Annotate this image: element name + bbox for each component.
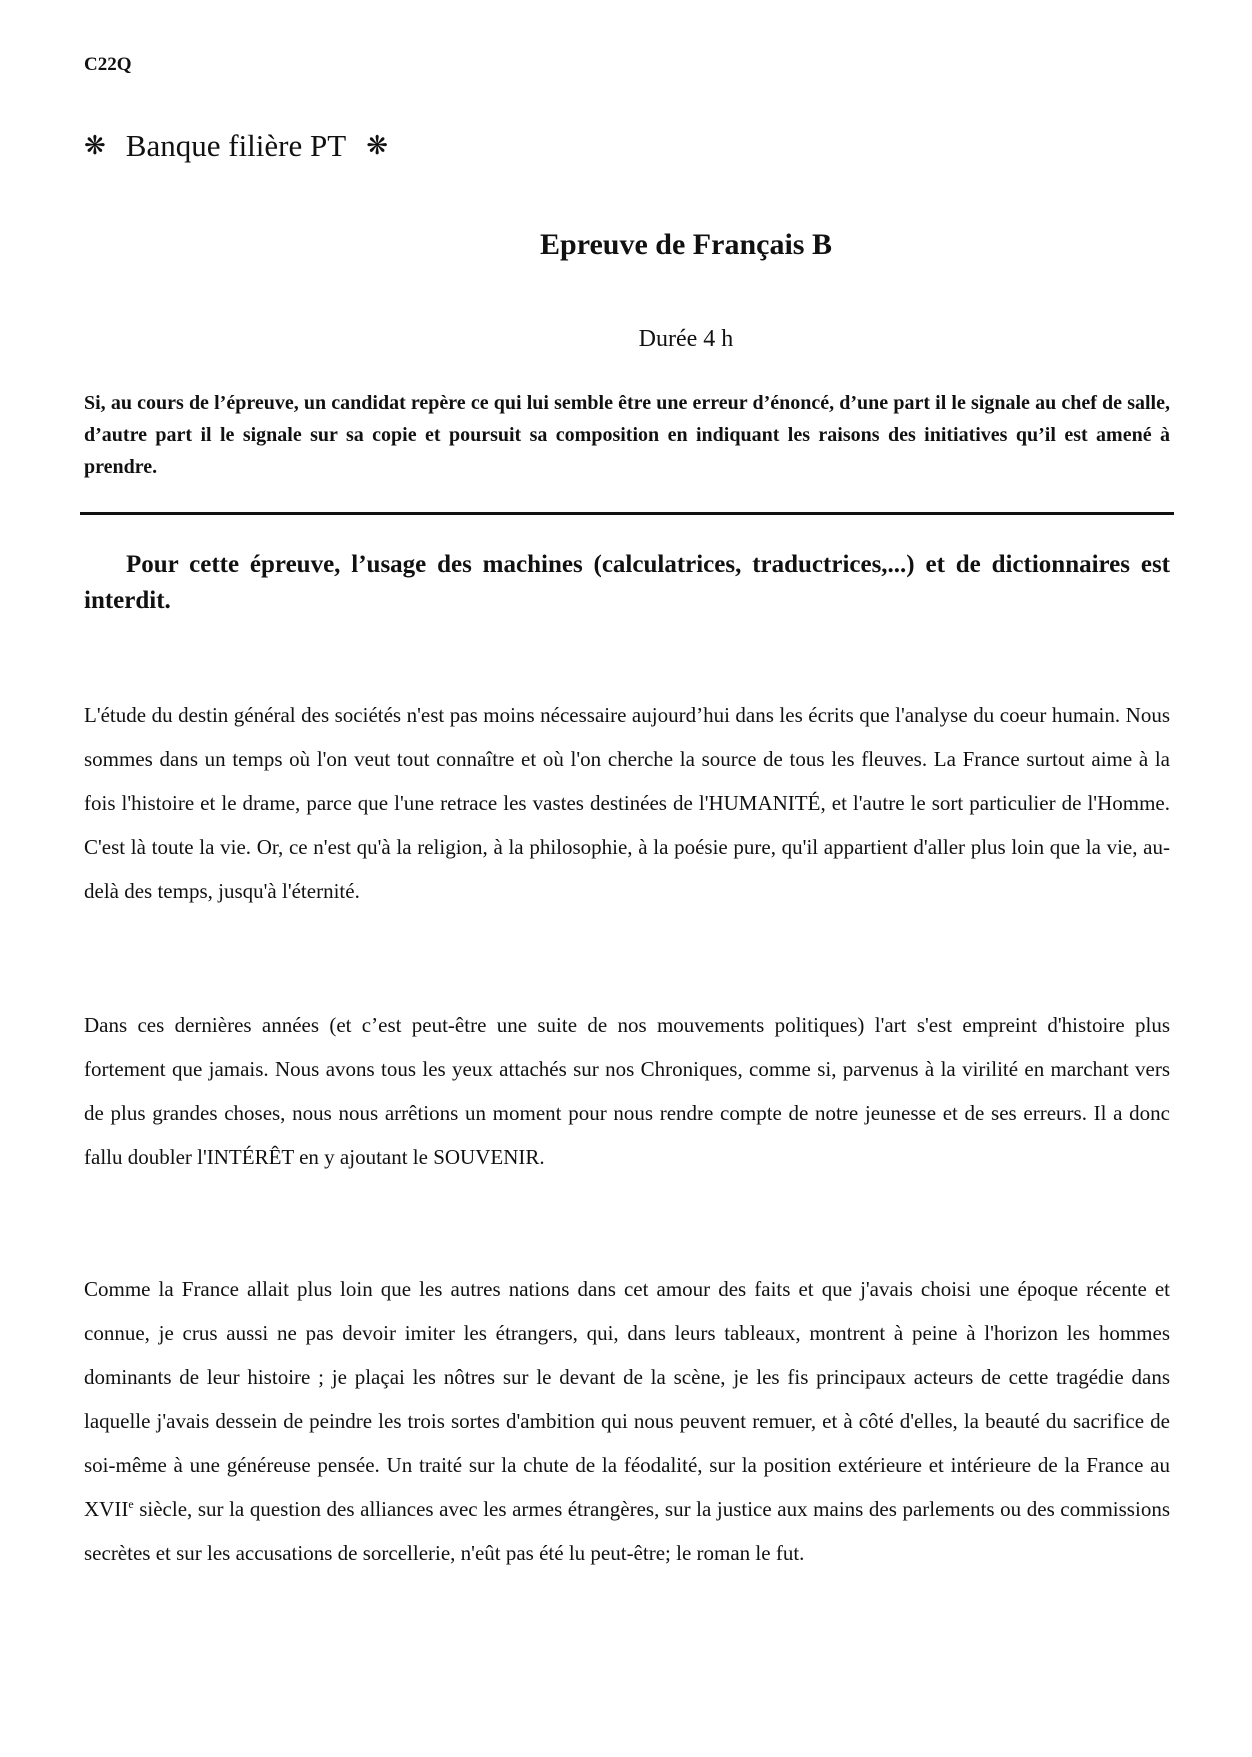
divider (80, 512, 1174, 515)
exam-duration: Durée 4 h (638, 326, 734, 352)
banque-label: Banque filière PT (125, 128, 347, 163)
paragraph-3-part-2: siècle, sur la question des alliances avec les armes étrangères, sur la justice aux mains des parlements ou des commissions secrètes et sur les accusations de sorcellerie, n'eût pas été lu peut-être; le roman le fut. (84, 1497, 1170, 1565)
snowflake-ornament-icon: ❋ (366, 131, 388, 161)
text-paragraph-3 (84, 1267, 1170, 1575)
text-paragraph-2: Dans ces dernières années (et c’est peut-être une suite de nos mouvements politiques) l'art s'est empreint d'histoire plus fortement que jamais. Nous avons tous les yeux attachés sur nos Chroniques, comme si, parvenus à la virilité en marchant vers de plus grandes choses, nous nous arrêtions un moment pour nous rendre compte de notre jeunesse et de ses erreurs. Il a donc fallu doubler l'INTÉRÊT en y ajoutant le SOUVENIR. (84, 1013, 1170, 1169)
text-paragraph-1: L'étude du destin général des sociétés n'est pas moins nécessaire aujourd’hui dans les écrits que l'analyse du coeur humain. Nous sommes dans un temps où l'on veut tout connaître et où l'on cherche la source de tous les fleuves. La France surtout aime à la fois l'histoire et le drame, parce que l'une retrace les vastes destinées de l'HUMANITÉ, et l'autre le sort particulier de l'Homme. C'est là toute la vie. Or, ce n'est qu'à la religion, à la philosophie, à la poésie pure, qu'il appartient d'aller plus loin que la vie, au-delà des temps, jusqu'à l'éternité. (84, 703, 1170, 903)
calculator-notice: Pour cette épreuve, l’usage des machines (calculatrices, traductrices,...) et de dictionnaires est interdit. (84, 551, 1170, 614)
century-superscript: e (128, 1497, 134, 1511)
snowflake-ornament-icon: ❋ (84, 131, 106, 161)
error-instructions: Si, au cours de l’épreuve, un candidat repère ce qui lui semble être une erreur d’énoncé, d’une part il le signale au chef de salle, d’autre part il le signale sur sa copie et poursuit sa composition en indiquant les raisons des initiatives qu’il est amené à prendre. (84, 392, 1170, 478)
exam-code: C22Q (84, 54, 132, 75)
page-title: Epreuve de Français B (540, 228, 832, 261)
banque-heading (84, 128, 388, 164)
paragraph-3-part-1: Comme la France allait plus loin que les autres nations dans cet amour des faits et que j'avais choisi une époque récente et connue, je crus aussi ne pas devoir imiter les étrangers, qui, dans leurs tableaux, montrent à peine à l'horizon les hommes dominants de leur histoire ; je plaçai les nôtres sur le devant de la scène, je les fis principaux acteurs de cette tragédie dans laquelle j'avais dessein de peindre les trois sortes d'ambition qui nous peuvent remuer, et à côté d'elles, la beauté du sacrifice de soi-même à une généreuse pensée. Un traité sur la chute de la féodalité, sur la position extérieure et intérieure de la France au XVII (84, 1277, 1170, 1521)
